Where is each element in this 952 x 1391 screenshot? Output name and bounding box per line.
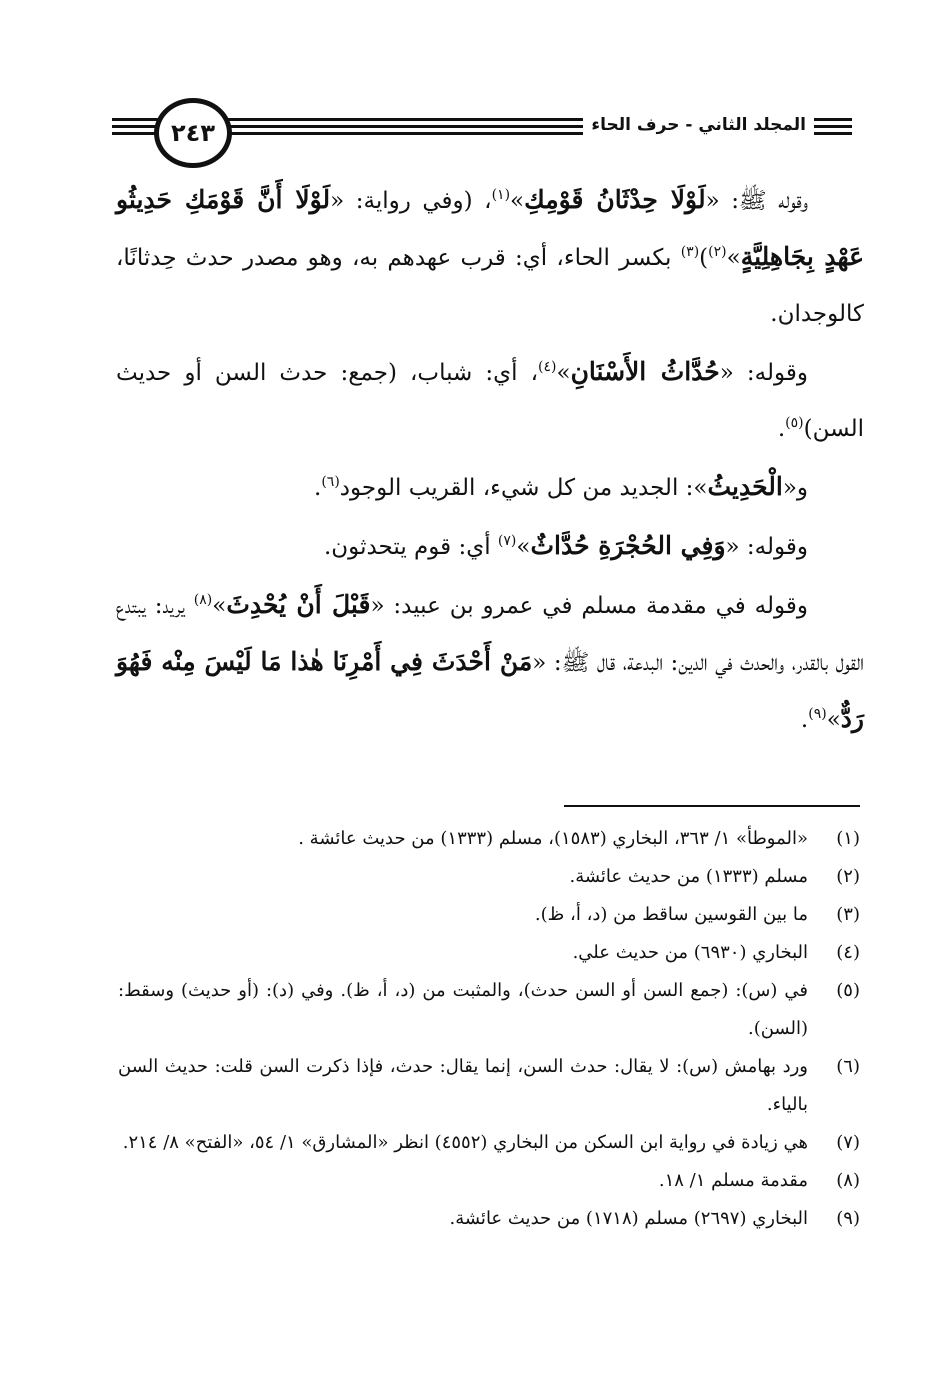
footnote [118,1200,860,1238]
footnote [118,820,860,858]
footnote-number: (٣) [836,904,860,925]
running-title: المجلد الثاني - حرف الحاء [583,112,814,138]
hadith-quote: قَبْلَ أَنْ يُحْدِثَ [226,590,371,619]
text: » [510,188,525,214]
hadith-quote: مَنْ أَحْدَثَ فِي أَمْرِنَا هٰذا مَا لَيْسَ مِنْه فَهُوَ رَدٌّ [116,647,864,733]
text: » [556,360,571,386]
text: أي: قوم يتحدثون. [323,534,498,560]
footnote-text: ما بين القوسين ساقط من (د، أ، ظ). [534,904,808,925]
footnote-text: في (س): (جمع السن أو السن حدث)، والمثبت من (د، أ، ظ). وفي (د): (أو حديث) وسقط: (السن). [118,980,808,1039]
footnote [118,1048,860,1124]
text: ، أي: شباب، (جمع: حدث السن أو حديث السن) [116,360,864,442]
footnote [118,858,860,896]
footnote [118,1162,860,1200]
footnote-text: مقدمة مسلم ١/ ١٨. [658,1170,808,1191]
paragraph [116,344,864,457]
text: » [826,707,841,733]
page-number-text: ٢٤٣ [171,119,215,147]
text: » [516,534,531,560]
footnote [118,896,860,934]
text: وقوله ﷺ: « [705,188,809,214]
text: و« [782,475,808,501]
footnote-ref[interactable]: (٧) [497,533,517,549]
footnote [118,934,860,972]
footnote-text: ورد بهامش (س): لا يقال: حدث السن، إنما يقال: حدث، فإذا ذكرت السن قلت: حديث السن بالياء. [118,1056,808,1115]
text: »: الجديد من كل شيء، القريب الوجود [339,475,708,501]
hadith-quote: حُدَّاثُ الأَسْنَانِ [570,357,720,386]
text: يريد: يبتدع القول بالقدر، والحدث في الدين: البدعة، قال ﷺ: « [116,593,864,676]
footnote-number: (٦) [836,1056,860,1077]
footnote-number: (٢) [836,866,860,887]
text: . [777,416,786,442]
text: . [800,707,809,733]
paragraph [116,577,864,748]
text: وقوله: « [719,360,808,386]
text: ، (وفي رواية: « [330,188,492,214]
footnote-text: مسلم (١٣٣٣) من حديث عائشة. [569,866,808,887]
footnote-ref[interactable]: (٣) [680,244,700,260]
paragraph [116,172,864,342]
footnote-number: (٤) [836,942,860,963]
footnote-number: (٨) [836,1170,860,1191]
footnote-ref[interactable]: (١) [491,187,511,203]
paragraph [116,459,864,516]
footnote-text: هي زيادة في رواية ابن السكن من البخاري (٤٥٥٢) انظر «المشارق» ١/ ٥٤، «الفتح» ٨/ ٢١٤. [122,1132,808,1153]
footnote-number: (١) [836,828,860,849]
hadith-quote: الْحَدِيثُ [707,472,783,501]
footnote-ref[interactable]: (٥) [785,415,804,431]
hadith-quote: لَوْلَا حِدْثَانُ قَوْمِكِ [524,185,706,214]
footnote-text: «الموطأ» ١/ ٣٦٣، البخاري (١٥٨٣)، مسلم (١٣٣٣) من حديث عائشة . [298,828,808,849]
footnote-number: (٩) [836,1208,860,1229]
footnote-ref[interactable]: (٢) [708,244,727,260]
paragraph [116,518,864,575]
footnote-ref[interactable]: (٩) [808,706,827,722]
footnote-text: البخاري (٢٦٩٧) مسلم (١٧١٨) من حديث عائشة. [449,1208,808,1229]
footnote-ref[interactable]: (٨) [193,592,213,608]
text: » [212,593,227,619]
hadith-quote: وَفِي الحُجْرَةِ حُدَّاثٌ [530,531,726,560]
text: وقوله في مقدمة مسلم في عمرو بن عبيد: « [370,593,808,619]
footnote-ref[interactable]: (٤) [538,359,557,375]
footnote [118,972,860,1048]
footnote-number: (٧) [836,1132,860,1153]
page-header [112,78,852,178]
page-number [154,98,232,168]
main-text [116,172,864,750]
footnotes [118,820,860,1238]
text: ) [699,245,709,271]
footnote-separator [564,805,860,807]
text: » [726,245,741,271]
text: وقوله: « [725,534,808,560]
footnote-ref[interactable]: (٦) [321,474,340,490]
text: . [314,475,322,501]
text: بكسر الحاء، أي: قرب عهدهم به، وهو مصدر حدث حِدثانًا، كالوجدان. [116,245,864,327]
footnote-number: (٥) [836,980,860,1001]
footnote [118,1124,860,1162]
footnote-text: البخاري (٦٩٣٠) من حديث علي. [572,942,808,963]
hadith-quote: لَوْلَا أَنَّ قَوْمَكِ حَدِيثُو عَهْدٍ بِجَاهِلِيَّةٍ [116,185,865,271]
